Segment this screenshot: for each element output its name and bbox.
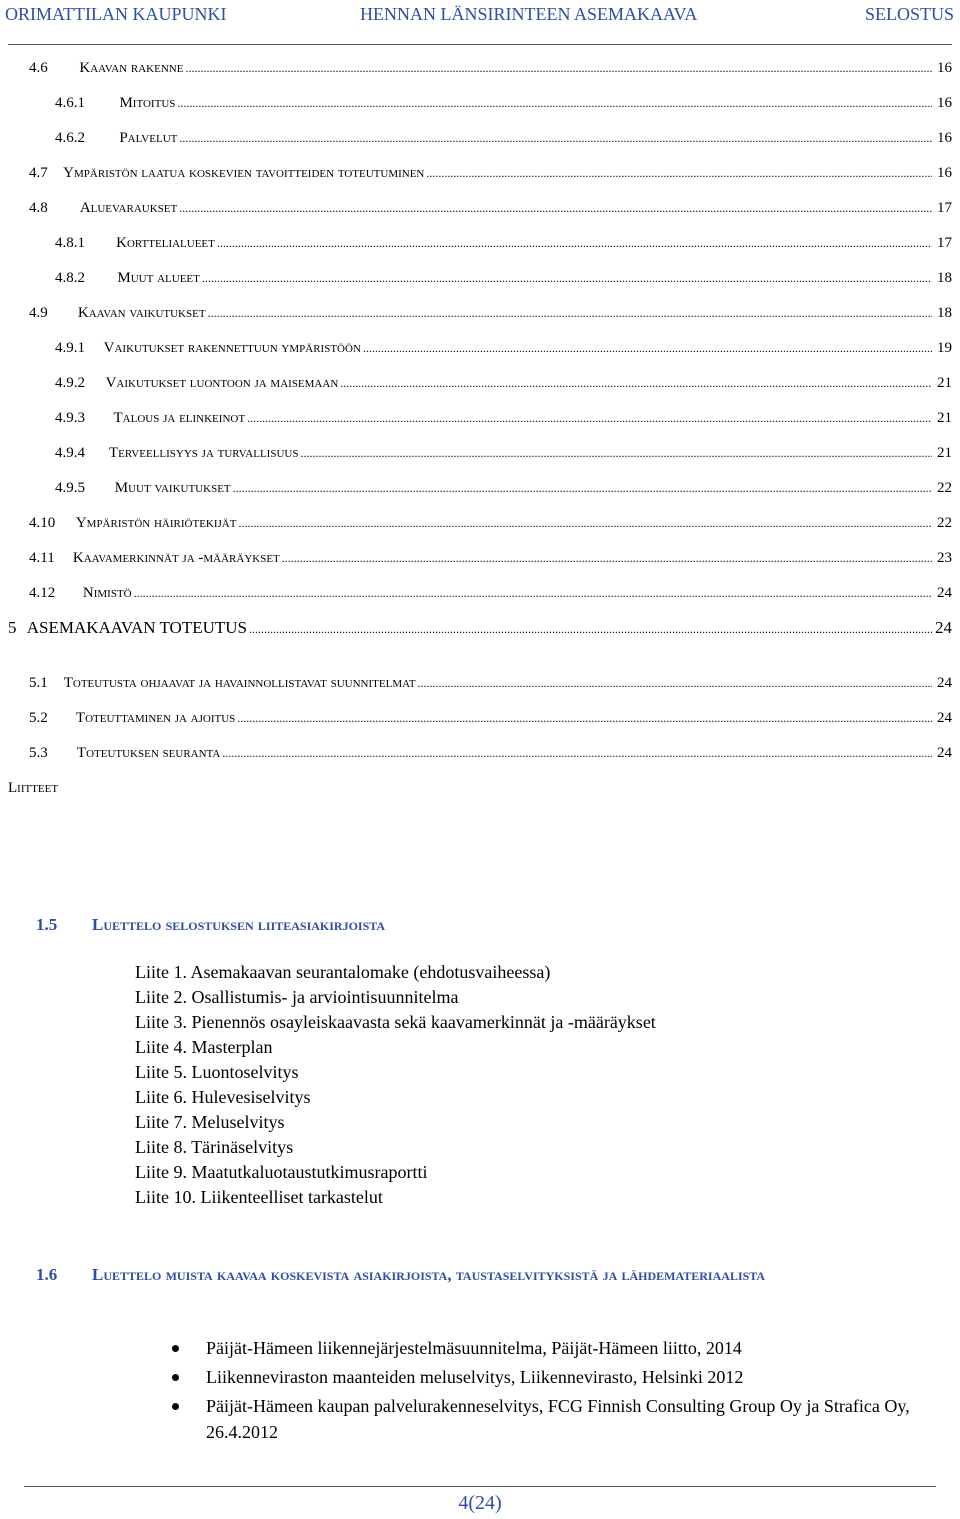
toc-leader (134, 586, 932, 601)
toc-number: 4.9 (29, 305, 48, 321)
toc-page-number: 21 (937, 410, 952, 426)
toc-entry[interactable] (55, 95, 952, 112)
list-item: Liite 2. Osallistumis- ja arviointisuunnitelma (135, 987, 459, 1007)
toc-page-number: 18 (937, 270, 952, 286)
header-divider (8, 44, 952, 45)
header-organization: ORIMATTILAN KAUPUNKI (5, 4, 227, 24)
toc-entry[interactable] (29, 585, 952, 602)
toc-leader (233, 481, 932, 496)
footer-divider (24, 1486, 936, 1487)
section-number: 1.5 (36, 915, 58, 934)
toc-title: Muut alueet (117, 270, 200, 286)
toc-entry[interactable] (29, 745, 952, 762)
page-header (0, 0, 960, 30)
toc-number: 4.10 (29, 515, 56, 531)
toc-title: Korttelialueet (116, 235, 215, 251)
toc-title: Vaikutukset luontoon ja maisemaan (105, 375, 339, 391)
toc-page-number: 19 (937, 340, 952, 356)
toc-entry[interactable] (55, 235, 952, 252)
list-item: Liite 9. Maatutkaluotaustutkimusraportti (135, 1162, 428, 1182)
reference-list (170, 1335, 950, 1448)
toc-title: Toteutuksen seuranta (76, 745, 221, 761)
toc-number: 4.9.4 (55, 445, 85, 461)
toc-entry[interactable] (29, 515, 952, 532)
toc-page-number: 17 (937, 200, 952, 216)
toc-title: Ympäristön laatua koskevien tavoitteiden toteutuminen (63, 165, 425, 181)
header-document-title: HENNAN LÄNSIRINTEEN ASEMAKAAVA (360, 4, 698, 24)
toc-title: Talous ja elinkeinot (113, 410, 246, 426)
bullet-icon (172, 1403, 179, 1410)
toc-entry[interactable] (8, 618, 952, 638)
list-item: Liite 8. Tärinäselvitys (135, 1137, 294, 1157)
toc-number: 4.9.5 (55, 480, 85, 496)
toc-page-number: 22 (937, 515, 952, 531)
toc-entry[interactable] (55, 445, 952, 462)
toc-leader (426, 166, 932, 181)
list-item: Liite 6. Hulevesiselvitys (135, 1087, 311, 1107)
toc-title: Mitoitus (119, 95, 176, 111)
toc-page-number: 24 (937, 675, 952, 691)
toc-number: 4.6.1 (55, 95, 85, 111)
toc-title: Liitteet (8, 780, 59, 796)
reference-text: Liikenneviraston maanteiden meluselvitys, Liikennevirasto, Helsinki 2012 (206, 1367, 744, 1387)
toc-title: ASEMAKAAVAN TOTEUTUS (26, 618, 247, 637)
toc-page-number: 23 (937, 550, 952, 566)
toc-entry[interactable] (29, 550, 952, 567)
toc-entry[interactable] (55, 410, 952, 427)
section-number: 1.6 (36, 1265, 58, 1284)
toc-number: 4.8.1 (55, 235, 85, 251)
toc-leader (363, 341, 932, 356)
page-number: 4(24) (458, 1492, 502, 1514)
list-item: Liite 3. Pienennös osayleiskaavasta sekä kaavamerkinnät ja -määräykset (135, 1012, 656, 1032)
toc-number: 4.9.2 (55, 375, 85, 391)
toc-title: Kaavan rakenne (79, 60, 184, 76)
toc-number: 4.7 (29, 165, 48, 181)
toc-leader (282, 551, 932, 566)
toc-leader (185, 61, 932, 76)
list-item (170, 1335, 950, 1361)
bullet-icon (172, 1374, 179, 1381)
toc-number: 4.12 (29, 585, 56, 601)
list-item: Liite 1. Asemakaavan seurantalomake (ehdotusvaiheessa) (135, 962, 551, 982)
toc-title: Toteuttaminen ja ajoitus (75, 710, 236, 726)
toc-number: 4.8 (29, 200, 48, 216)
toc-leader (238, 516, 932, 531)
toc-leader (340, 376, 932, 391)
toc-leader (247, 411, 932, 426)
toc-title: Ympäristön häiriötekijät (75, 515, 237, 531)
toc-page-number: 17 (937, 235, 952, 251)
list-item: Liite 7. Meluselvitys (135, 1112, 285, 1132)
toc-title: Muut vaikutukset (114, 480, 231, 496)
toc-number: 5.2 (29, 710, 48, 726)
toc-number: 4.9.1 (55, 340, 85, 356)
toc-number: 5.3 (29, 745, 48, 761)
section-title: Luettelo selostuksen liiteasiakirjoista (92, 915, 386, 934)
toc-title: Toteutusta ohjaavat ja havainnollistavat suunnitelmat (63, 675, 416, 691)
toc-entry[interactable] (29, 305, 952, 322)
toc-entry[interactable] (55, 340, 952, 357)
toc-title: Terveellisyys ja turvallisuus (108, 445, 299, 461)
toc-number: 4.9.3 (55, 410, 85, 426)
list-item: Liite 10. Liikenteelliset tarkastelut (135, 1187, 383, 1207)
list-item (170, 1364, 950, 1390)
toc-leader (418, 676, 932, 691)
toc-title: Nimistö (82, 585, 132, 601)
toc-page-number: 24 (937, 585, 952, 601)
toc-entry[interactable] (29, 60, 952, 77)
toc-leader (179, 131, 932, 146)
toc-number: 4.11 (29, 550, 55, 566)
toc-page-number: 22 (937, 480, 952, 496)
toc-entry[interactable] (55, 130, 952, 147)
toc-page-number: 21 (937, 445, 952, 461)
toc-page-number: 18 (937, 305, 952, 321)
toc-page-number: 21 (937, 375, 952, 391)
toc-page-number: 16 (937, 130, 952, 146)
attachment-list (135, 960, 656, 1210)
toc-leader (217, 236, 932, 251)
toc-title: Kaavamerkinnät ja -määräykset (72, 550, 280, 566)
toc-entry-attachments[interactable] (8, 780, 58, 797)
toc-page-number: 16 (937, 95, 952, 111)
toc-number: 4.6 (29, 60, 48, 76)
toc-entry[interactable] (55, 480, 952, 497)
toc-leader (237, 711, 932, 726)
toc-leader (208, 306, 932, 321)
toc-title: Vaikutukset rakennettuun ympäristöön (103, 340, 361, 356)
toc-page-number: 24 (937, 710, 952, 726)
toc-leader (249, 622, 932, 637)
list-item (170, 1393, 950, 1445)
section-title: Luettelo muista kaavaa koskevista asiakirjoista, taustaselvityksistä ja lähdemateriaalista (92, 1265, 766, 1284)
toc-page-number: 24 (935, 618, 952, 637)
toc-entry[interactable] (55, 375, 952, 392)
toc-entry[interactable] (29, 165, 952, 182)
toc-page-number: 16 (937, 60, 952, 76)
toc-page-number: 24 (937, 745, 952, 761)
toc-number: 4.8.2 (55, 270, 85, 286)
reference-text: Päijät-Hämeen kaupan palvelurakenneselvitys, FCG Finnish Consulting Group Oy ja Strafica Oy, 26.4.2012 (206, 1396, 910, 1442)
toc-entry[interactable] (29, 200, 952, 217)
toc-leader (177, 96, 932, 111)
toc-leader (202, 271, 932, 286)
toc-entry[interactable] (55, 270, 952, 287)
toc-entry[interactable] (29, 710, 952, 727)
bullet-icon (172, 1345, 179, 1352)
toc-title: Kaavan vaikutukset (77, 305, 206, 321)
toc-title: Palvelut (119, 130, 178, 146)
toc-number: 4.6.2 (55, 130, 85, 146)
toc-leader (300, 446, 932, 461)
toc-leader (222, 746, 932, 761)
toc-page-number: 16 (937, 165, 952, 181)
toc-entry[interactable] (29, 675, 952, 692)
list-item: Liite 5. Luontoselvitys (135, 1062, 299, 1082)
toc-title: Aluevaraukset (79, 200, 178, 216)
reference-text: Päijät-Hämeen liikennejärjestelmäsuunnitelma, Päijät-Hämeen liitto, 2014 (206, 1338, 742, 1358)
toc-number: 5 (8, 618, 17, 637)
section-heading-references (36, 1262, 936, 1322)
toc-leader (179, 201, 932, 216)
toc-number: 5.1 (29, 675, 48, 691)
header-document-type: SELOSTUS (864, 4, 954, 24)
list-item: Liite 4. Masterplan (135, 1037, 273, 1057)
